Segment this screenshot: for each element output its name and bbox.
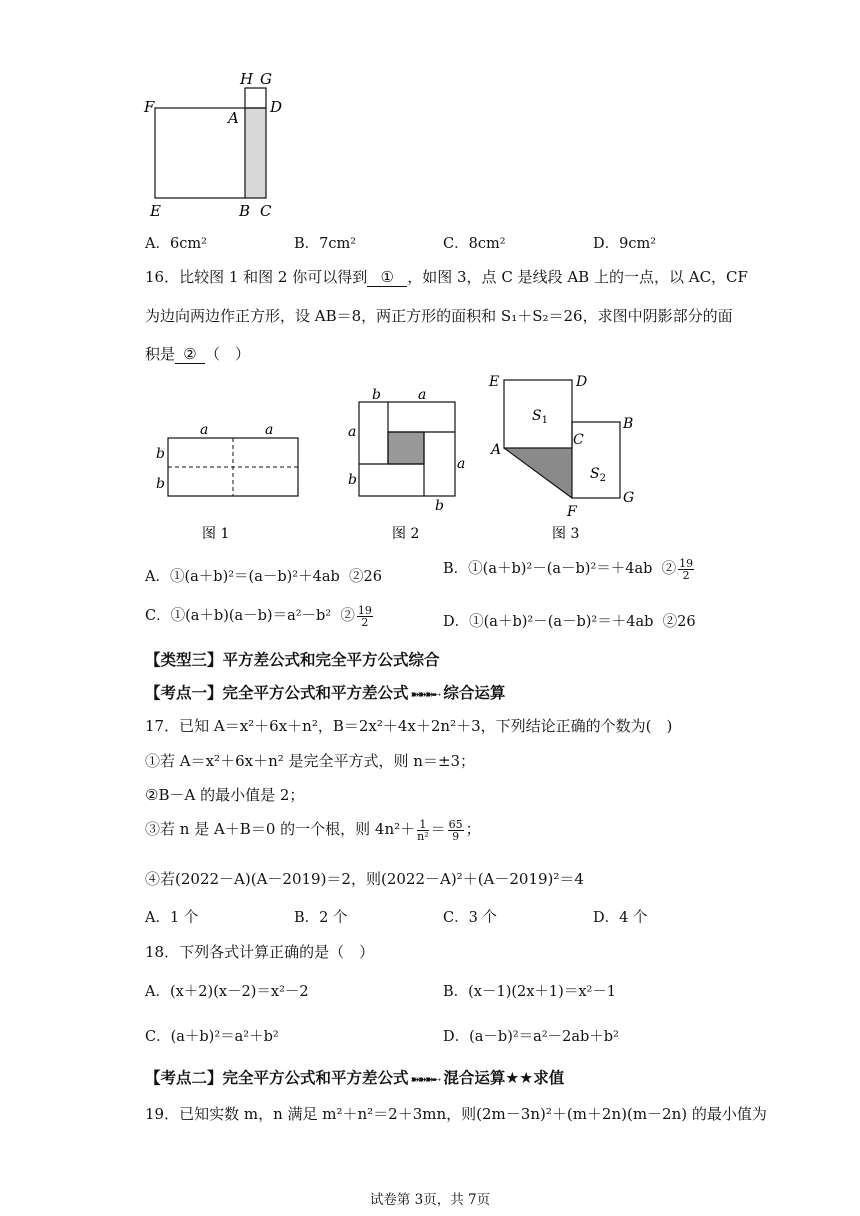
fig2-label-b-top: b [372, 387, 381, 403]
fig3-label-S1-sub: 1 [541, 415, 548, 426]
q17-statement-3: ③若 n 是 A＋B＝0 的一个根，则 4n²＋ $\frac{1}{\text{n²}}$ ＝ $\frac{65}{9}$ ； [145, 817, 481, 843]
q15-option-d[interactable]: D．9cm² [593, 236, 657, 252]
kp1-heading: 【考点一】完全平方公式和平方差公式 ➽➽➽➸ 综合运算 [145, 684, 506, 702]
q18-option-a[interactable]: A．(x＋2)(x－2)＝x²－2 [145, 984, 309, 1000]
fig3-label-S1: S [532, 408, 542, 424]
section-type3-heading: 【类型三】平方差公式和完全平方公式综合 [145, 651, 440, 669]
q17-s3-frac2: $\frac{65}{9}$ [448, 817, 463, 843]
figure-2 [342, 386, 472, 548]
figure-rectangle-strip [140, 66, 290, 222]
fig3-caption: 图 3 [552, 526, 580, 542]
q18-option-c[interactable]: C．(a＋b)²＝a²＋b² [145, 1029, 279, 1045]
fig1-label-b1: b [156, 446, 165, 462]
fig1-label-a2: a [265, 422, 274, 438]
q16-c-fraction: $\frac{19}{2}$ [357, 603, 372, 629]
fig3-label-G: G [623, 490, 635, 506]
svg-text:S1 [532, 408, 548, 426]
fig1-caption: 图 1 [202, 526, 230, 542]
q17-option-c[interactable]: C．3 个 [443, 910, 497, 926]
q16-option-c[interactable]: C．①(a＋b)(a－b)＝a²－b² ② $\frac{19}{2}$ [145, 603, 372, 629]
q18-option-b[interactable]: B．(x－1)(2x＋1)＝x²－1 [443, 984, 617, 1000]
fig3-label-B: B [623, 416, 634, 432]
label-A: A [228, 109, 239, 127]
fig3-label-S2: S [590, 466, 600, 482]
fig2-label-a-left: a [348, 424, 357, 440]
fig3-label-S2-sub: 2 [599, 473, 606, 484]
q17-option-d[interactable]: D．4 个 [593, 910, 648, 926]
q17-statement-1: ①若 A＝x²＋6x＋n² 是完全平方式，则 n＝±3； [145, 752, 476, 770]
fig3-label-C: C [573, 432, 584, 448]
arrows-icon: ➽➽➽➸ [410, 688, 440, 701]
fig1-label-a1: a [200, 422, 209, 438]
fig2-label-b-bottom: b [435, 498, 444, 514]
fig1-label-b2: b [156, 476, 165, 492]
fig3-label-D: D [576, 374, 588, 390]
fig3-label-A: A [491, 442, 502, 458]
q16-blank2: ② [175, 345, 205, 364]
fig2-caption: 图 2 [392, 526, 420, 542]
q17-statement-2: ②B－A 的最小值是 2； [145, 786, 305, 804]
q16-stem-line2: 为边向两边作正方形，设 AB＝8，两正方形的面积和 S₁＋S₂＝26，求图中阴影部分的面 [145, 307, 733, 325]
q16-option-b[interactable]: B．①(a＋b)²－(a－b)²＝＋4ab ② $\frac{19}{2}$ [443, 556, 694, 582]
q16-blank1: ① [367, 268, 407, 287]
label-D: D [270, 98, 283, 116]
q17-s3-frac1: $\frac{1}{\text{n²}}$ [417, 817, 429, 843]
q19-stem: 19．已知实数 m，n 满足 m²＋n²＝2＋3mn，则(2m－3n)²＋(m＋2n)(m－2n) 的最小值为 [145, 1105, 767, 1123]
q16-option-d[interactable]: D．①(a＋b)²－(a－b)²＝＋4ab ②26 [443, 614, 696, 630]
q15-option-c[interactable]: C．8cm² [443, 236, 506, 252]
shaded-strip [245, 108, 266, 198]
arrows-icon: ➽➽➽➸ [410, 1073, 440, 1086]
label-B: B [239, 202, 251, 220]
svg-text:S2 [590, 466, 606, 484]
q17-option-a[interactable]: A．1 个 [145, 910, 199, 926]
q16-stem-line3: 积是 ② （ ） [145, 345, 251, 363]
q17-option-b[interactable]: B．2 个 [294, 910, 348, 926]
q17-statement-4: ④若(2022－A)(A－2019)＝2，则(2022－A)²＋(A－2019)²＝4 [145, 870, 584, 888]
q18-option-d[interactable]: D．(a－b)²＝a²－2ab＋b² [443, 1029, 619, 1045]
label-F: F [144, 98, 155, 116]
label-H: H [240, 70, 254, 88]
stars-icon: ★★ [505, 1069, 534, 1087]
q17-stem: 17．已知 A＝x²＋6x＋n²，B＝2x²＋4x＋2n²＋3，下列结论正确的个数为( ) [145, 717, 673, 735]
kp2-heading: 【考点二】完全平方公式和平方差公式 ➽➽➽➸ 混合运算★★求值 [145, 1069, 565, 1087]
fig2-label-b-left: b [348, 472, 357, 488]
q16-stem-line1: 16．比较图 1 和图 2 你可以得到 ① ，如图 3，点 C 是线段 AB 上的一点，以 AC，CF [145, 268, 748, 286]
figure-3 [484, 370, 654, 548]
label-G: G [260, 70, 272, 88]
label-C: C [260, 202, 272, 220]
figure-1 [150, 418, 310, 548]
small-top-rectangle [245, 88, 266, 108]
q16-option-a[interactable]: A．①(a＋b)²＝(a－b)²＋4ab ②26 [145, 569, 382, 585]
q16-b-fraction: $\frac{19}{2}$ [679, 556, 694, 582]
q15-option-a[interactable]: A．6cm² [145, 236, 207, 252]
fig3-label-E: E [489, 374, 500, 390]
fig2-label-a-right: a [457, 456, 466, 472]
fig3-label-F: F [567, 504, 577, 520]
q15-option-b[interactable]: B．7cm² [294, 236, 357, 252]
fig2-label-a-top: a [418, 387, 427, 403]
label-E: E [150, 202, 161, 220]
q18-stem: 18．下列各式计算正确的是（ ） [145, 943, 375, 961]
page-footer: 试卷第 3页，共 7页 [369, 1192, 491, 1208]
